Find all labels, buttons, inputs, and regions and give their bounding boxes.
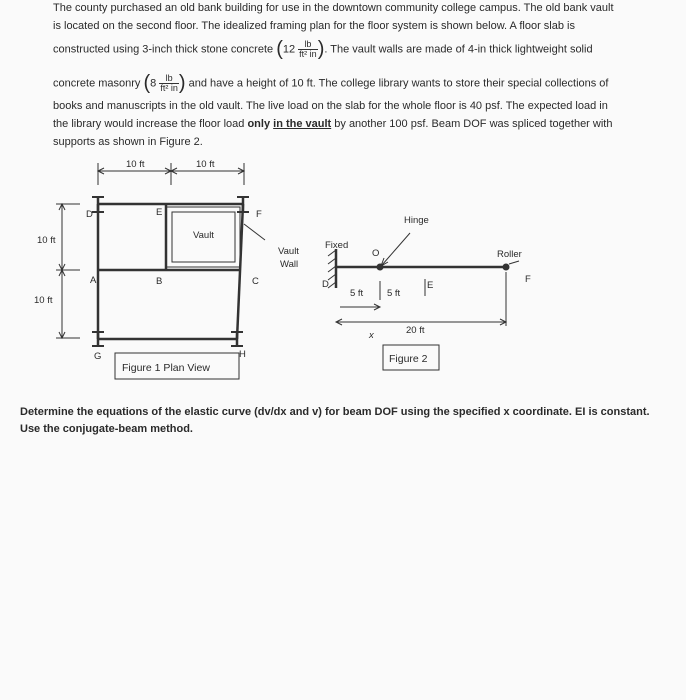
fig2-roller-label: Roller (497, 249, 522, 260)
unit-num: lb (159, 74, 179, 84)
fig2-hinge-dot (377, 264, 384, 271)
fig2-roller-dot (503, 264, 510, 271)
unit-num: lb (298, 40, 318, 50)
fig1-dim-top-right: 10 ft (196, 159, 215, 170)
unit-den: ft² in (160, 83, 178, 93)
fig2-caption: Figure 2 (389, 353, 428, 365)
fig1-dim-left-bottom: 10 ft (34, 295, 53, 306)
question (20, 404, 660, 438)
fig1-caption: Figure 1 Plan View (122, 362, 210, 374)
fig2-dim-20ft: 20 ft (406, 325, 425, 336)
problem-line-3-post: . The vault walls are made of 4-in thick lightweight solid (324, 43, 593, 56)
paren-open: ( (276, 38, 283, 60)
emphasis-only: only (247, 118, 271, 130)
fig2-o-label: O (372, 248, 380, 259)
fig1-label-G: G (94, 351, 102, 362)
fig1-vault-label: Vault (193, 230, 214, 241)
problem-line-6-pre: the library would increase the floor load (53, 118, 245, 130)
stone-value: 12 (282, 43, 296, 56)
fig1-label-B: B (156, 276, 163, 287)
fig1-label-C: C (252, 276, 259, 287)
fig2-label-F: F (525, 274, 531, 285)
problem-line-2: is located on the second floor. The idealized framing plan for the floor system is shown below. A floor slab is (53, 20, 575, 32)
problem-line-4-post: and have a height of 10 ft. The college library wants to store their special collections of (188, 77, 609, 90)
fig2-label-D: D (322, 279, 329, 290)
emphasis-in-vault: in the vault (273, 118, 332, 130)
paren-close: ) (317, 38, 325, 60)
problem-line-6-post: by another 100 psf. Beam DOF was spliced together with (334, 118, 613, 130)
fig2-fixed-label: Fixed (325, 240, 349, 251)
question-line-1: Determine the equations of the elastic curve (dv/dx and v) for beam DOF using the specified x coordinate. EI is constant. (20, 406, 650, 418)
problem-line-7: supports as shown in Figure 2. (53, 136, 203, 148)
fig2-label-E: E (427, 280, 434, 291)
problem-line-5: books and manuscripts in the old vault. The live load on the slab for the whole floor is 40 psf. The expected load in (53, 100, 608, 112)
fig1-label-H: H (239, 349, 246, 360)
fig1-dim-top-left: 10 ft (126, 159, 145, 170)
fig1-label-D: D (86, 209, 93, 220)
fig2-dim-5ft-left: 5 ft (350, 288, 364, 299)
question-line-2: Use the conjugate-beam method. (20, 423, 193, 435)
fig2-dim-5ft-right: 5 ft (387, 288, 401, 299)
fig1-dim-left-top: 10 ft (37, 235, 56, 246)
fig2-x-label: x (369, 330, 374, 341)
problem-line-1: The county purchased an old bank building for use in the downtown community college campus. The old bank vault (53, 2, 614, 14)
fig2-vault-wall-line1: Vault (278, 246, 299, 257)
fig1-label-F: F (256, 209, 262, 220)
problem-line-3-pre: constructed using 3-inch thick stone concrete (53, 43, 274, 56)
fig2-hinge-label: Hinge (404, 215, 429, 226)
unit-den: ft² in (299, 49, 317, 59)
paren-open: ( (143, 72, 151, 94)
masonry-value: 8 (150, 77, 157, 90)
fig2-vault-wall-line2: Wall (280, 259, 299, 270)
paren-close: ) (178, 72, 186, 94)
fig1-label-E: E (156, 207, 163, 218)
fig1-label-A: A (90, 275, 97, 286)
problem-line-4-pre: concrete masonry (53, 77, 141, 90)
